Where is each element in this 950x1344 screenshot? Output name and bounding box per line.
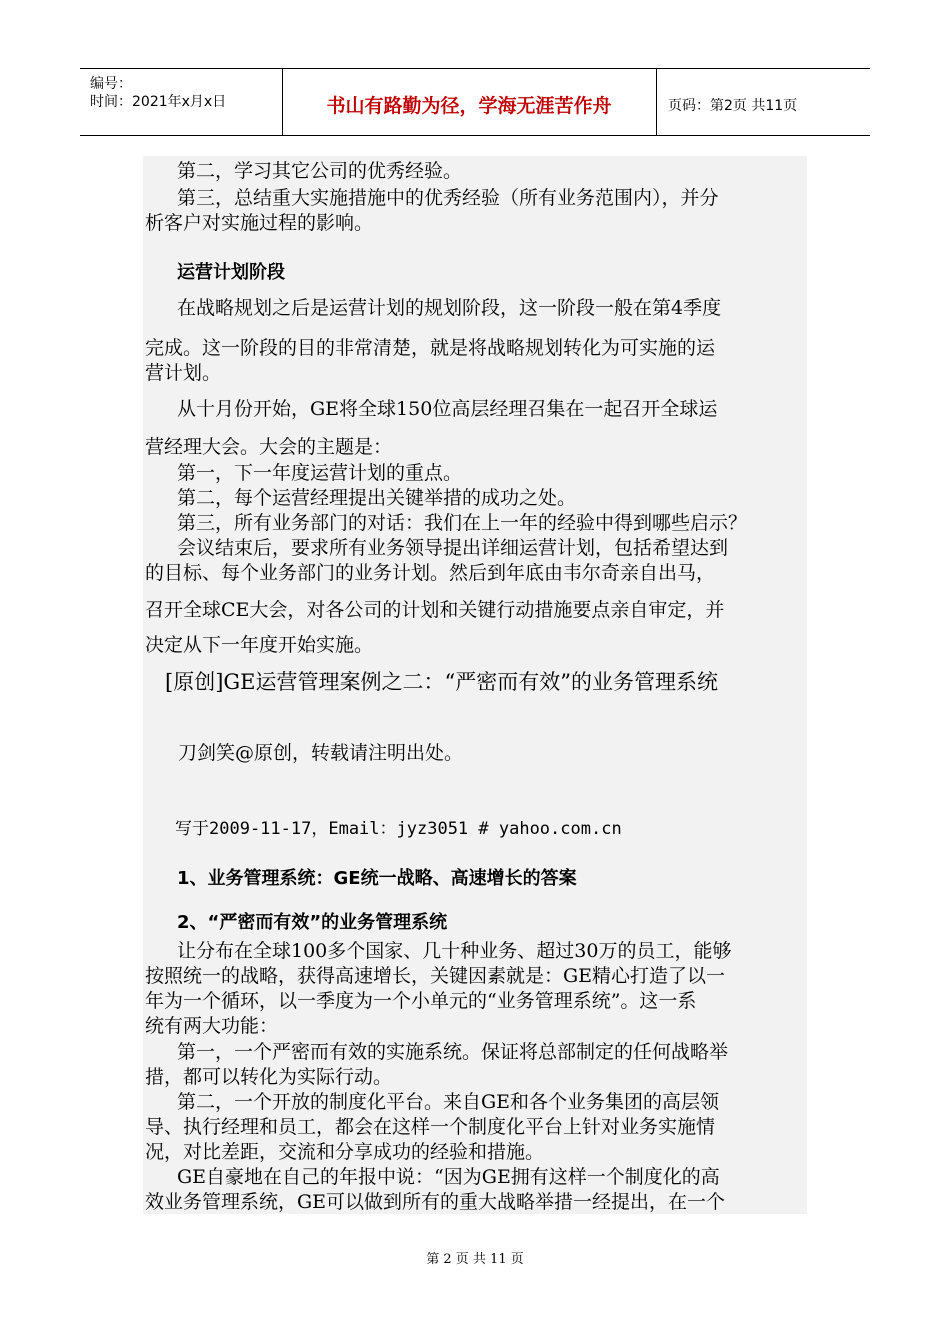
- paragraph-line: GE自豪地在自己的年报中说：“因为GE拥有这样一个制度化的高: [177, 1166, 720, 1188]
- section-heading: 2、“严密而有效”的业务管理系统: [177, 912, 448, 933]
- paragraph-line: 年为一个循环，以一季度为一个小单元的“业务管理系统”。这一系: [145, 990, 697, 1012]
- page-header: [80, 68, 870, 136]
- paragraph-line: 导、执行经理和员工，都会在这样一个制度化平台上针对业务实施情: [145, 1116, 716, 1138]
- paragraph-line: 从十月份开始，GE将全球150位高层经理召集在一起召开全球运: [177, 398, 718, 420]
- paragraph-line: 完成。这一阶段的目的非常清楚，就是将战略规划转化为可实施的运: [145, 337, 716, 359]
- paragraph-line: 在战略规划之后是运营计划的规划阶段，这一阶段一般在第4季度: [177, 297, 722, 319]
- section-heading: 1、业务管理系统：GE统一战略、高速增长的答案: [177, 868, 577, 889]
- paragraph-line: 统有两大功能：: [145, 1015, 279, 1037]
- paragraph-line: 析客户对实施过程的影响。: [145, 212, 374, 234]
- paragraph-line: 措，都可以转化为实际行动。: [145, 1066, 393, 1088]
- paragraph-line: 第一，下一年度运营计划的重点。: [177, 462, 463, 484]
- paragraph-line: 况，对比差距，交流和分享成功的经验和措施。: [145, 1141, 545, 1163]
- header-meta-cell: [80, 69, 283, 135]
- header-page-cell: [656, 69, 870, 135]
- paragraph-line: 召开全球CE大会，对各公司的计划和关键行动措施要点亲自审定，并: [145, 599, 725, 621]
- header-motto-cell: [282, 69, 657, 135]
- number-label: 编号：: [90, 76, 132, 92]
- paragraph-line: 营经理大会。大会的主题是：: [145, 436, 393, 458]
- paragraph-line: 第一，一个严密而有效的实施系统。保证将总部制定的任何战略举: [177, 1041, 729, 1063]
- time-label: 时间：2021年x月x日: [90, 94, 227, 110]
- paragraph-line: 第二，每个运营经理提出关键举措的成功之处。: [177, 487, 577, 509]
- paragraph-line: 效业务管理系统，GE可以做到所有的重大战略举措一经提出，在一个: [145, 1191, 726, 1213]
- paragraph-line: 的目标、每个业务部门的业务计划。然后到年底由韦尔奇亲自出马，: [145, 562, 716, 584]
- paragraph-line: 会议结束后，要求所有业务领导提出详细运营计划，包括希望达到: [177, 537, 729, 559]
- paragraph-line: 营计划。: [145, 362, 222, 384]
- paragraph-line: 第二，一个开放的制度化平台。来自GE和各个业务集团的高层领: [177, 1091, 720, 1113]
- page-footer: 第 2 页 共 11 页: [426, 1252, 524, 1267]
- author-line: 刀剑笑@原创，转载请注明出处。: [178, 742, 464, 764]
- paragraph-line: 按照统一的战略，获得高速增长，关键因素就是：GE精心打造了以一: [145, 965, 726, 987]
- article-title: [原创]GE运营管理案例之二：“严密而有效”的业务管理系统: [165, 670, 718, 694]
- page-info: 页码：第2页 共11页: [668, 98, 798, 114]
- section-heading: 运营计划阶段: [177, 262, 285, 283]
- paragraph-line: 第二，学习其它公司的优秀经验。: [177, 160, 463, 182]
- motto: 书山有路勤为径，学海无涯苦作舟: [326, 95, 612, 117]
- paragraph-line: 让分布在全球100多个国家、几十种业务、超过30万的员工，能够: [177, 940, 732, 962]
- paragraph-line: 第三，总结重大实施措施中的优秀经验（所有业务范围内），并分: [177, 187, 719, 209]
- paragraph-line: 第三，所有业务部门的对话：我们在上一年的经验中得到哪些启示？: [177, 512, 748, 534]
- written-line: 写于2009-11-17，Email：jyz3051 # yahoo.com.cn: [175, 819, 622, 839]
- paragraph-line: 决定从下一年度开始实施。: [145, 634, 374, 656]
